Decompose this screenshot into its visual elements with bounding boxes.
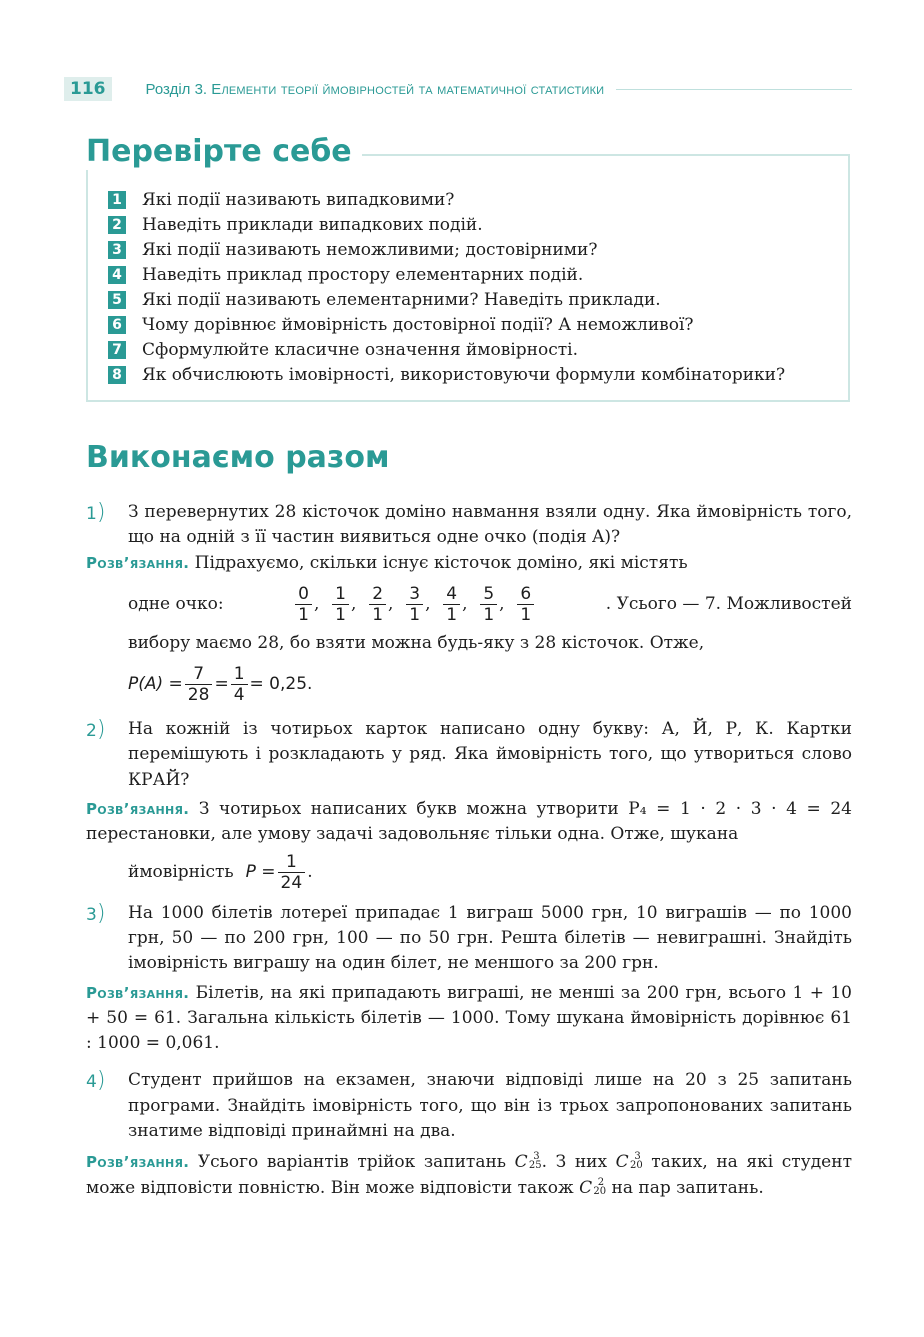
- fraction: [369, 584, 386, 625]
- denominator: 1: [335, 604, 346, 625]
- problem-2: [86, 717, 852, 793]
- question-list: [108, 187, 848, 388]
- spacer: [86, 705, 852, 717]
- list-item: [108, 312, 848, 337]
- solution-text: Підрахуємо, скільки існує кісточок доміно, які містять: [194, 552, 688, 573]
- bracket-icon: ): [96, 1068, 106, 1094]
- solution-2: [86, 797, 852, 848]
- question-number: 2: [108, 216, 126, 234]
- question-text: Як обчислюють імовірності, використовуючи формули комбінаторики?: [142, 365, 786, 386]
- list-item: [108, 287, 848, 312]
- spacer: [86, 893, 852, 901]
- fraction: [332, 584, 349, 625]
- list-item: [108, 262, 848, 287]
- formula-lhs: P =: [245, 861, 276, 882]
- denominator: 4: [233, 685, 245, 706]
- question-text: Сформулюйте класичне означення ймовірності.: [142, 340, 578, 361]
- problem-number: [86, 901, 128, 977]
- problem-number: [86, 1068, 128, 1144]
- together-title: Виконаємо разом: [86, 440, 390, 475]
- header-rule: [616, 89, 852, 90]
- solution-3: [86, 981, 852, 1057]
- solution-2-formula-line: [86, 852, 852, 893]
- numerator: 6: [517, 584, 534, 605]
- list-item: [108, 338, 848, 363]
- comb-sub: 25: [528, 1160, 542, 1172]
- comb-sup: 3: [634, 1151, 641, 1163]
- period: .: [307, 861, 313, 882]
- numerator: 1: [278, 852, 306, 873]
- bracket-icon: ): [96, 500, 106, 525]
- solution-text: Білетів, на які припадають виграші, не менші за 200 грн, всього 1 + 10 + 50 = 61. Загальна кількість білетів — 1000. Тому шукана ймовірність дорівнює 61 : 1000 = 0,061.: [86, 982, 852, 1054]
- numerator: 5: [480, 584, 497, 605]
- comb-letter: C: [579, 1177, 593, 1198]
- list-item: [108, 187, 848, 212]
- numerator: 0: [295, 584, 312, 605]
- solution-text: . Усього — 7. Можливостей: [605, 593, 852, 614]
- problem-number-value: 2: [86, 721, 97, 742]
- solution-4: [86, 1150, 852, 1201]
- question-text: Які події називають елементарними? Наведіть приклади.: [142, 289, 661, 310]
- probability-formula: [86, 664, 852, 705]
- chapter-title: Елементи теорії ймовірностей та математичної статистики: [211, 80, 605, 98]
- solution-text: З чотирьох написаних букв можна утворити P₄ = 1 · 2 · 3 · 4 = 24 перестановки, але умову задачі задовольняє тільки одна. Отже, шукана: [86, 799, 852, 845]
- numerator: 2: [369, 584, 386, 605]
- comb-sup: 2: [597, 1176, 605, 1188]
- formula-lhs: P(A) =: [128, 674, 183, 695]
- worked-examples: [86, 500, 852, 1201]
- question-number: 7: [108, 341, 126, 359]
- denominator: 28: [187, 685, 210, 706]
- solution-label: Розв’язання.: [86, 1153, 190, 1172]
- solution-text: таких, на які студент може відповісти повністю. Він може відповісти також: [86, 1152, 852, 1198]
- numerator: 1: [231, 664, 248, 685]
- question-number: 3: [108, 241, 126, 259]
- formula-rhs: = 0,25.: [249, 674, 313, 695]
- denominator: 1: [409, 604, 421, 625]
- question-number: 4: [108, 266, 126, 284]
- list-item: [108, 363, 848, 388]
- question-number: 8: [108, 366, 126, 384]
- bracket-icon: ): [96, 900, 106, 926]
- fraction: [406, 584, 423, 625]
- denominator: 1: [520, 604, 532, 625]
- problem-3: [86, 901, 852, 977]
- denominator: 1: [483, 604, 495, 625]
- numerator: 4: [443, 584, 460, 605]
- problem-number-value: 3: [86, 904, 97, 925]
- comb-sup: 3: [533, 1151, 540, 1163]
- solution-label: Розв’язання.: [86, 983, 190, 1002]
- fraction: [517, 584, 534, 625]
- problem-text: На 1000 білетів лотереї припадає 1 виграш 5000 грн, 10 виграшів — по 1000 грн, 50 — по 200 грн, 100 — по 50 грн. Решта білетів — невиграшні. Знайдіть імовірність виграшу на один білет, не меншого за 200 грн.: [128, 902, 852, 974]
- question-text: Які події називають випадковими?: [142, 189, 455, 210]
- page-number: 116: [64, 77, 112, 101]
- fraction: [231, 664, 248, 705]
- solution-text: одне очко:: [128, 593, 224, 614]
- solution-text: ймовірність: [128, 861, 234, 882]
- combination-symbol: [579, 1176, 606, 1201]
- fraction: [443, 584, 460, 625]
- question-text: Чому дорівнює ймовірність достовірної події? А неможливої?: [142, 315, 694, 336]
- solution-label: Розв’язання.: [86, 800, 190, 819]
- problem-number-value: 1: [86, 504, 97, 524]
- problem-number: [86, 500, 128, 551]
- comb-letter: C: [615, 1152, 629, 1173]
- numerator: 7: [185, 664, 213, 685]
- question-number: 5: [108, 291, 126, 309]
- solution-text: на пар запитань.: [611, 1177, 764, 1198]
- question-text: Наведіть приклад простору елементарних подій.: [142, 264, 584, 285]
- question-number: 1: [108, 191, 126, 209]
- domino-fractions: $\frac{0}{1}$ , $\frac{1}{1}$ , $\frac{2}{1}$ , $\frac{3}{1}$ , $\frac{4}{1}$ , $\frac{5}{1}$ , $\frac{6}{1}$: [293, 584, 536, 625]
- solution-text: Усього варіантів трійок запитань: [197, 1152, 507, 1173]
- solution-text: . З них: [541, 1152, 608, 1173]
- numerator: 1: [332, 584, 349, 605]
- problem-text: З перевернутих 28 кісточок доміно навмання взяли одну. Яка ймовірність того, що на одній з її частин виявиться одне очко (подія A)?: [128, 502, 852, 548]
- question-text: Наведіть приклади випадкових подій.: [142, 214, 483, 235]
- fraction: [185, 664, 213, 705]
- check-yourself-title-wrap: [86, 134, 362, 170]
- spacer: [86, 1056, 852, 1068]
- denominator: 1: [372, 604, 384, 625]
- problem-text: Студент прийшов на екзамен, знаючи відповіді лише на 20 з 25 запитань програми. Знайдіть імовірність того, що він із трьох запропонованих запитань знатиме відповіді принаймні на два.: [128, 1070, 852, 1142]
- comb-sub: 20: [629, 1160, 643, 1172]
- chapter-prefix: Розділ 3.: [145, 80, 208, 98]
- question-number: 6: [108, 316, 126, 334]
- combination-symbol: [515, 1150, 542, 1175]
- page-header: [64, 76, 852, 102]
- fraction: [295, 584, 312, 625]
- numerator: 3: [406, 584, 423, 605]
- denominator: 1: [446, 604, 458, 625]
- solution-text: вибору маємо 28, бо взяти можна будь-яку з 28 кісточок. Отже,: [128, 632, 705, 653]
- combination-symbol: [616, 1150, 643, 1175]
- check-yourself-title: Перевірте себе: [86, 134, 352, 169]
- problem-number-value: 4: [86, 1072, 97, 1093]
- problem-4: [86, 1068, 852, 1144]
- problem-text: На кожній із чотирьох карток написано одну букву: А, Й, Р, К. Картки перемішують і розкладають у ряд. Яка ймовірність того, що утвориться слово КРАЙ?: [128, 719, 852, 790]
- denominator: 24: [280, 872, 303, 893]
- problem-number: [86, 717, 128, 793]
- denominator: 1: [298, 604, 309, 625]
- comb-letter: C: [514, 1152, 528, 1173]
- list-item: [108, 237, 848, 262]
- fraction: [480, 584, 497, 625]
- problem-1: [86, 500, 852, 551]
- list-item: [108, 212, 848, 237]
- bracket-icon: ): [96, 717, 106, 743]
- question-text: Які події називають неможливими; достовірними?: [142, 239, 598, 260]
- solution-1: [86, 551, 852, 576]
- equals-sign: =: [214, 674, 229, 695]
- solution-1-fractions-line: [86, 584, 852, 625]
- running-head: [146, 81, 605, 98]
- comb-sub: 20: [593, 1185, 607, 1197]
- solution-label: Розв’язання.: [86, 553, 190, 572]
- fraction: [278, 852, 306, 893]
